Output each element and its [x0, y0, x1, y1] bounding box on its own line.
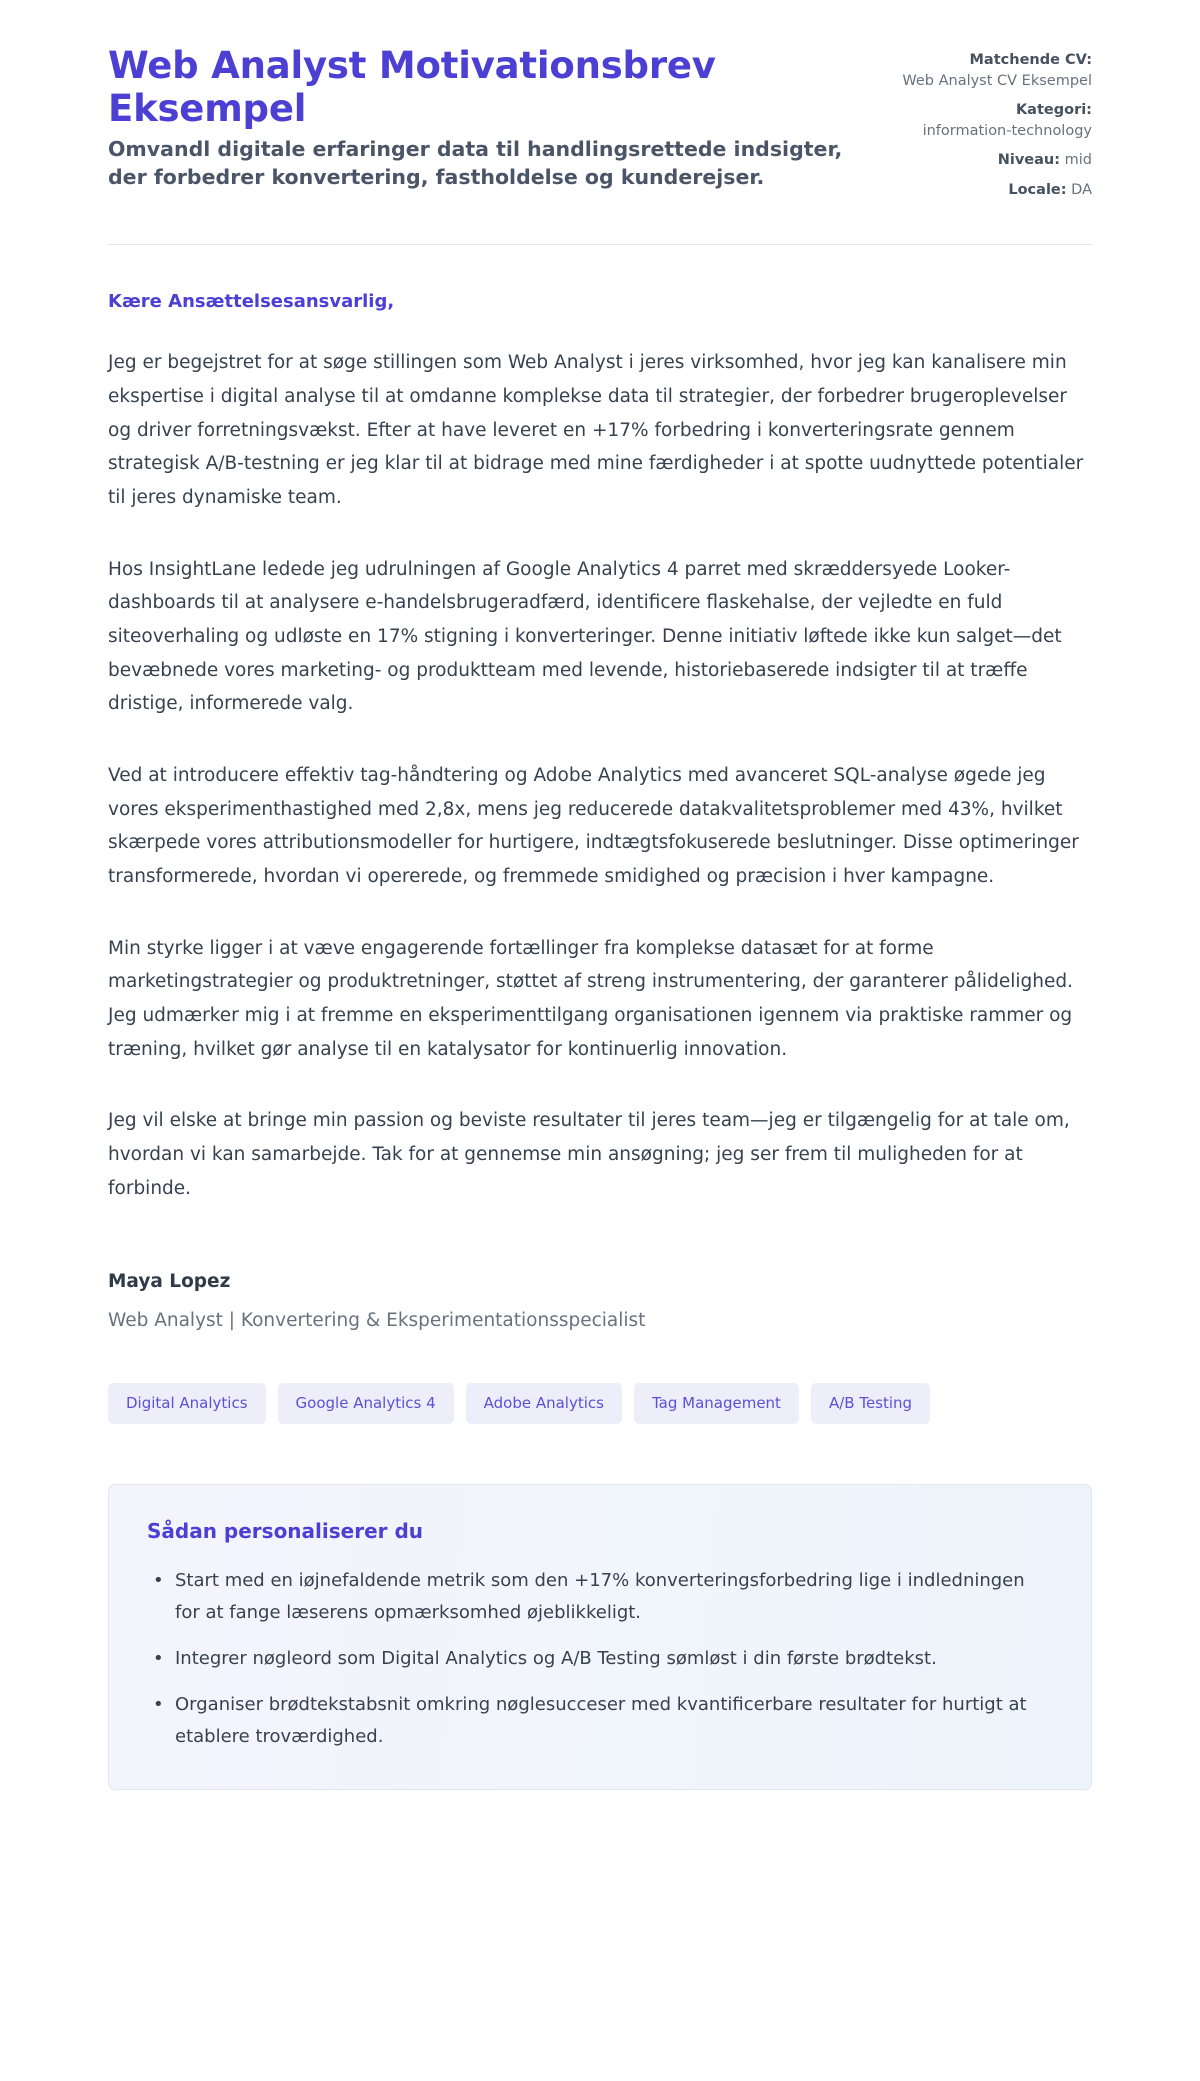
skill-chip[interactable]: A/B Testing — [811, 1383, 930, 1424]
meta-level — [902, 150, 1092, 171]
letter-paragraph: Ved at introducere effektiv tag-håndtering og Adobe Analytics med avanceret SQL-analyse øgede jeg vores eksperimenthastighed med 2,8x, mens jeg reducerede datakvalitetsproblemer med 43%, hvilket skærpede vores attributionsmodeller for hurtigere, indtægtsfokuserede beslutninger. Disse optimeringer transformerede, hvordan vi opererede, og fremmede smidighed og præcision i hver kampagne. — [108, 765, 1079, 887]
meta-category-value: information-technology — [922, 122, 1092, 139]
meta-level-label: Niveau: — [997, 152, 1061, 169]
meta-matching-cv — [902, 50, 1092, 91]
skill-chip[interactable]: Tag Management — [634, 1383, 799, 1424]
skill-chip[interactable]: Adobe Analytics — [466, 1383, 622, 1424]
meta-matching-cv-label: Matchende CV: — [969, 52, 1092, 68]
meta-category-label: Kategori: — [1015, 102, 1092, 119]
tips-panel-title: Sådan personaliserer du — [147, 1519, 424, 1544]
signature-role: Web Analyst | Konvertering & Eksperimentationsspecialist — [108, 1310, 646, 1332]
tips-list — [147, 1565, 1053, 1753]
meta-level-value: mid — [1064, 152, 1092, 169]
letter-paragraph: Jeg vil elske at bringe min passion og beviste resultater til jeres team—jeg er tilgængelig for at tale om, hvordan vi kan samarbejde. Tak for at gennemse min ansøgning; jeg ser frem til muligheden for at forbinde. — [108, 1110, 1070, 1199]
salutation: Kære Ansættelsesansvarlig, — [108, 291, 395, 313]
header-metadata — [902, 44, 1092, 202]
page-header — [108, 44, 1092, 202]
tips-list-item: • Organiser brødtekstabsnit omkring nøglesucceser med kvantificerbare resultater for hurtigt at etablere troværdighed. — [147, 1689, 1053, 1753]
skill-chip-list — [108, 1383, 1092, 1424]
page-title: Web Analyst Motivationsbrev Eksempel — [108, 44, 716, 131]
meta-locale-label: Locale: — [1008, 181, 1067, 198]
skill-chip[interactable]: Google Analytics 4 — [278, 1383, 454, 1424]
meta-locale — [902, 180, 1092, 201]
letter-paragraph: Hos InsightLane ledede jeg udrulningen af Google Analytics 4 parret med skræddersyede Looker-dashboards til at analysere e-handelsbrugeradfærd, identificere flaskehalse, der vejledte en fuld siteoverhaling og udløste en 17% stigning i konverteringer. Denne initiativ løftede ikke kun salget—det bevæbnede vores marketing- og produktteam med levende, historiebaserede indsigter til at træffe dristige, informerede valg. — [108, 558, 1062, 715]
letter-body — [108, 245, 1092, 1205]
letter-paragraph: Jeg er begejstret for at søge stillingen som Web Analyst i jeres virksomhed, hvor jeg kan kanalisere min ekspertise i digital analyse til at omdanne komplekse data til strategier, der forbedrer brugeroplevelser og driver forretningsvækst. Efter at have leveret en +17% forbedring i konverteringsrate gennem strategisk A/B-testning er jeg klar til at bidrage med mine færdigheder i at spotte uudnyttede potentialer til jeres dynamiske team. — [108, 352, 1084, 509]
tips-list-item: • Integrer nøgleord som Digital Analytics og A/B Testing sømløst i din første brødtekst. — [147, 1643, 1053, 1675]
tips-list-item: • Start med en iøjnefaldende metrik som den +17% konverteringsforbedring lige i indledningen for at fange læserens opmærksomhed øjeblikkeligt. — [147, 1565, 1053, 1629]
signature-name: Maya Lopez — [108, 1271, 231, 1293]
personalization-tips-panel — [108, 1484, 1092, 1790]
signature-block — [108, 1271, 1092, 1331]
skill-chip[interactable]: Digital Analytics — [108, 1383, 266, 1424]
meta-locale-value: DA — [1071, 181, 1092, 198]
letter-paragraph: Min styrke ligger i at væve engagerende fortællinger fra komplekse datasæt for at forme marketingstrategier og produktretninger, støttet af streng instrumentering, der garanterer pålidelighed. Jeg udmærker mig i at fremme en eksperimenttilgang organisationen igennem via praktiske rammer og træning, hvilket gør analyse til en katalysator for kontinuerlig innovation. — [108, 937, 1073, 1060]
page-subtitle: Omvandl digitale erfaringer data til handlingsrettede indsigter, der forbedrer konvertering, fastholdelse og kunderejser. — [108, 136, 843, 189]
header-titles — [108, 44, 874, 191]
meta-matching-cv-value: Web Analyst CV Eksempel — [902, 72, 1092, 89]
meta-category — [902, 100, 1092, 141]
